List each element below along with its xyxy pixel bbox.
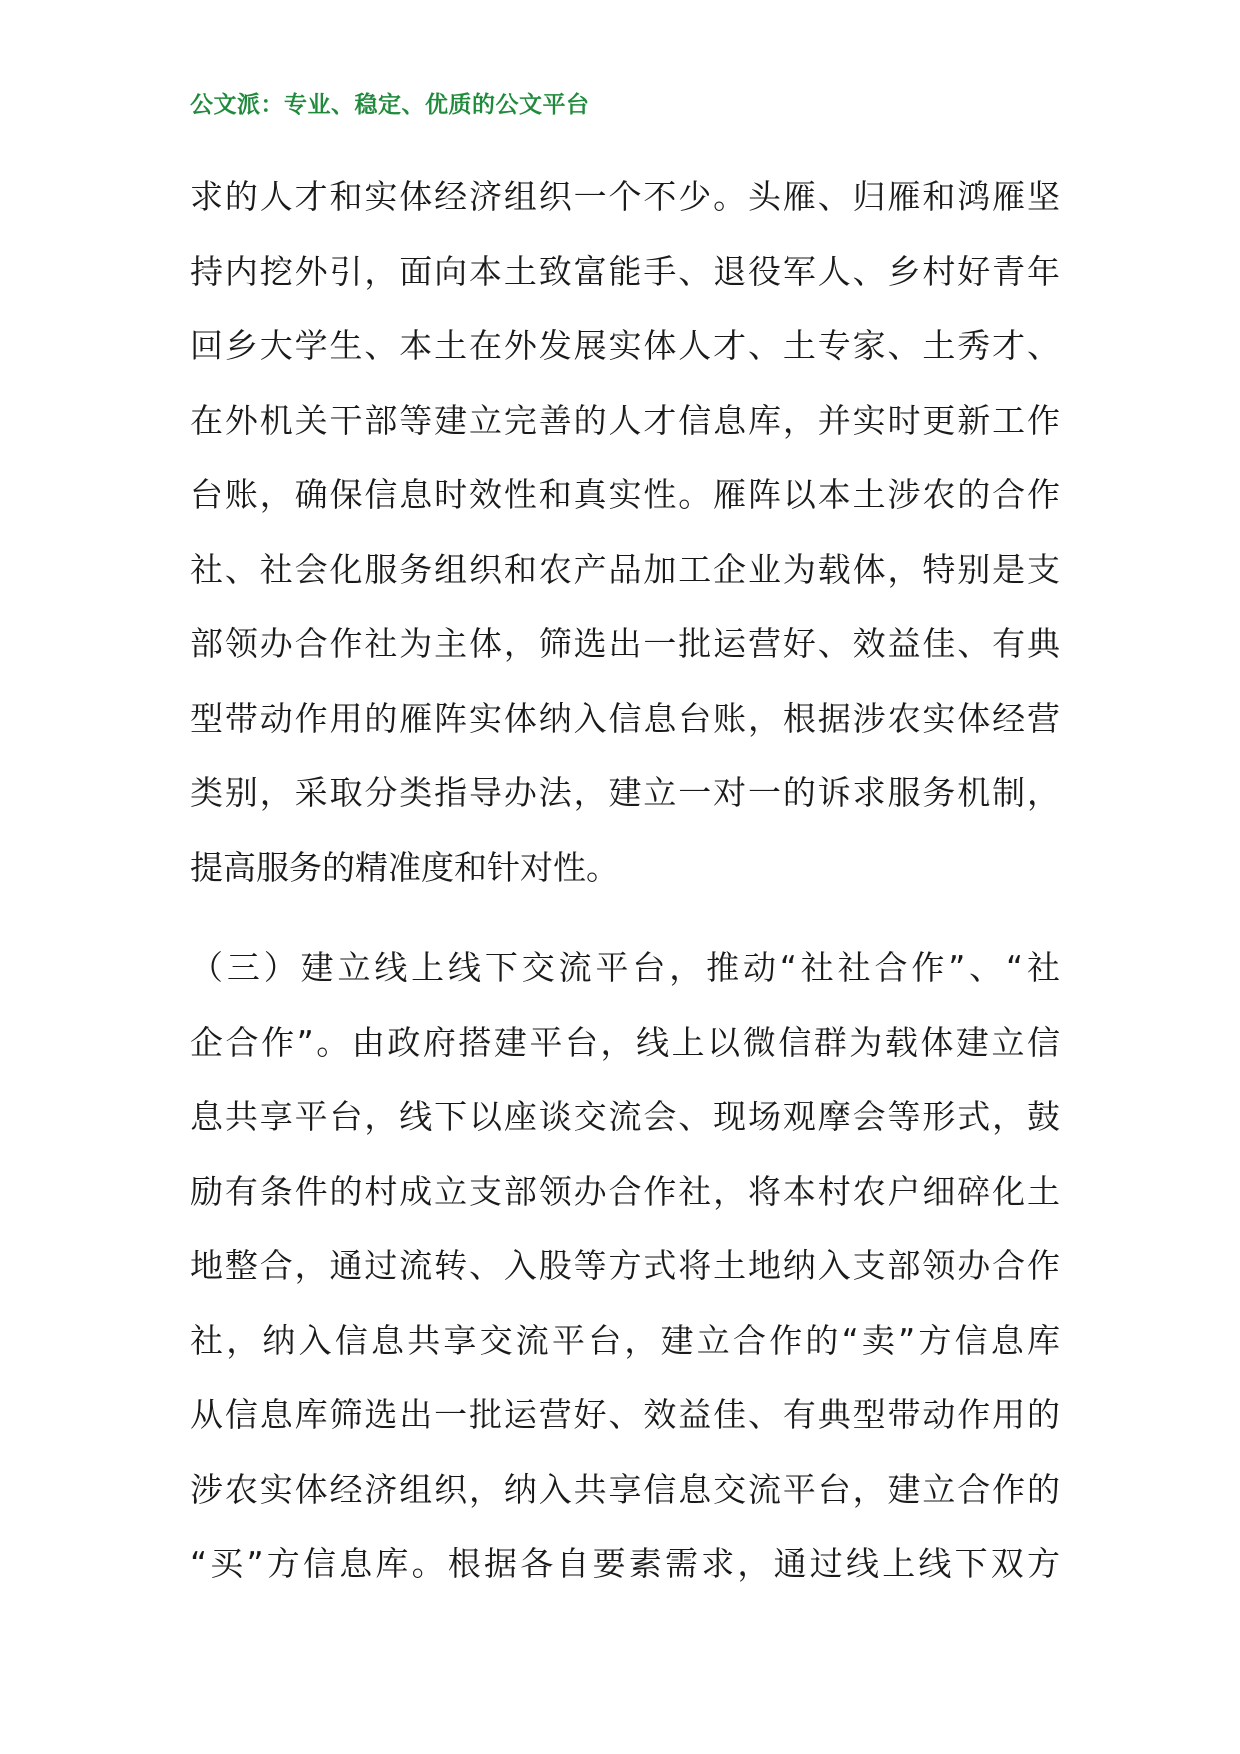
text-line: （三）建立线上线下交流平台，推动“社社合作”、“社 xyxy=(190,948,1060,987)
paragraph-2 xyxy=(190,931,1060,1602)
text-line: 企合作”。由政府搭建平台，线上以微信群为载体建立信 xyxy=(190,1022,1060,1062)
text-line: 社，纳入信息共享交流平台，建立合作的“卖”方信息库 xyxy=(190,1320,1060,1360)
text-line: 息共享平台，线下以座谈交流会、现场观摩会等形式，鼓 xyxy=(190,1097,1060,1136)
text-line: 在外机关干部等建立完善的人才信息库，并实时更新工作 xyxy=(190,400,1060,440)
text-line: 部领办合作社为主体，筛选出一批运营好、效益佳、有典 xyxy=(190,624,1060,663)
text-line: 涉农实体经济组织，纳入共享信息交流平台，建立合作的 xyxy=(190,1469,1060,1509)
text-line: 回乡大学生、本土在外发展实体人才、土专家、土秀才、 xyxy=(190,326,1060,365)
text-line: 型带动作用的雁阵实体纳入信息台账，根据涉农实体经营 xyxy=(190,698,1060,738)
text-line: 提高服务的精准度和针对性。 xyxy=(190,847,619,887)
text-line: 励有条件的村成立支部领办合作社，将本村农户细碎化土 xyxy=(190,1171,1060,1211)
header-title: 公文派：专业、稳定、优质的公文平台 xyxy=(190,92,590,118)
text-line: “买”方信息库。根据各自要素需求，通过线上线下双方 xyxy=(190,1544,1060,1583)
text-line: 台账，确保信息时效性和真实性。雁阵以本土涉农的合作 xyxy=(190,475,1060,514)
text-line: 社、社会化服务组织和农产品加工企业为载体，特别是支 xyxy=(190,549,1060,589)
text-line: 类别，采取分类指导办法，建立一对一的诉求服务机制， xyxy=(190,773,1060,812)
text-line: 地整合，通过流转、入股等方式将土地纳入支部领办合作 xyxy=(190,1246,1060,1285)
paragraph-1 xyxy=(190,160,1060,905)
text-line: 持内挖外引，面向本土致富能手、退役军人、乡村好青年 xyxy=(190,251,1060,291)
text-line: 求的人才和实体经济组织一个不少。头雁、归雁和鸿雁坚 xyxy=(190,177,1060,216)
text-line: 从信息库筛选出一批运营好、效益佳、有典型带动作用的 xyxy=(190,1395,1060,1434)
